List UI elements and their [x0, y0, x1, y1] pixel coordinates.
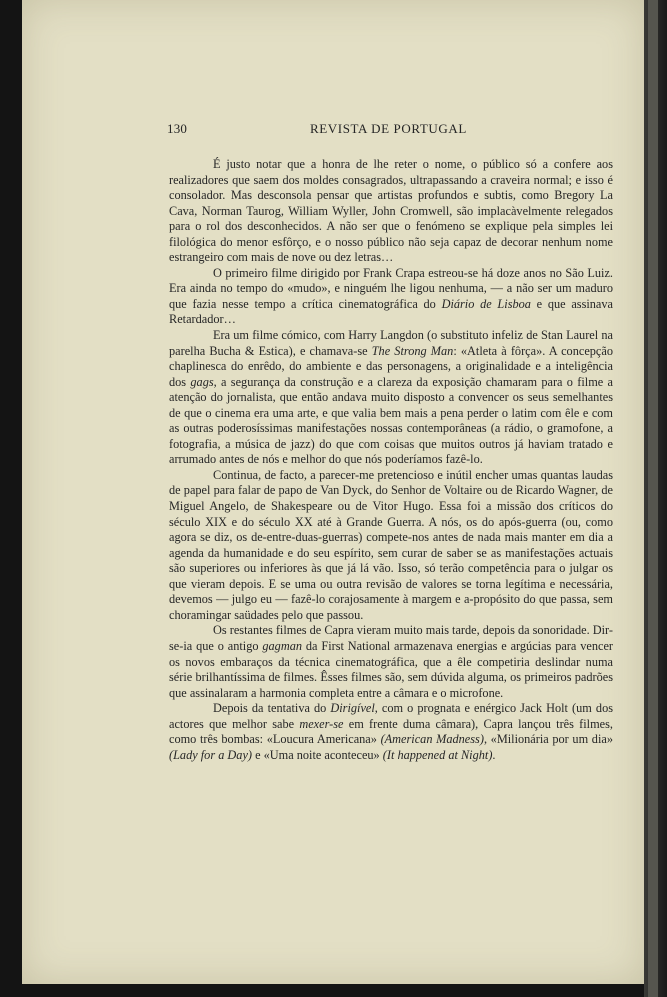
running-title: REVISTA DE PORTUGAL [310, 121, 467, 136]
paragraph [169, 468, 613, 623]
italic-term: mexer-se [299, 716, 344, 731]
text-run: : «Atleta à fôrça». A concepção chaplinesca do enrêdo, do ambiente e das personagens, a originalidade e a inteligência dos [169, 343, 613, 389]
text-run: , com o prognata e enérgico Jack Holt (um dos actores que melhor sabe [169, 701, 614, 731]
book-page [22, 0, 644, 984]
paragraph [169, 328, 613, 468]
text-run: Continua, de facto, a parecer-me pretencioso e inútil encher umas quantas laudas de papel para falar de papo de Van Dyck, do Senhor de Voltaire ou de Ricardo Wagner, de Miguel Angelo, de Shakespeare ou de Vitor Hugo. Essa foi a missão dos críticos do século XIX e do século XX até à Grande Guerra. A nós, os do após-guerra (ou, como agora se diz, os de-entre-duas-guerras) compete-nos antes de nada mais manter em dia a agenda da humanidade e do seu espírito, sem curar de saber se as manifestações actuais são superiores ou inferiores às que já lá vão. Isso, só terão competência para o julgar os que vieram depois. E se uma ou outra revisão de valores se torna legítima e necessária, devemos — julgo eu — fazê-lo corajosamente à margem e a-propósito do que passa, sem choramingar saüdades pelo que passou. [169, 467, 613, 622]
text-run: Era um filme cómico, com Harry Langdon (o substituto infeliz de Stan Laurel na parelha Bucha & Estica), e chamava-se [169, 328, 613, 358]
text-run: O primeiro filme dirigido por Frank Crapa estreou-se há doze anos no São Luiz. Era ainda no tempo do «mudo», e ninguém lhe ligou nenhuma, — a não ser um maduro que fazia nesse tempo a crítica cinematográfica do [169, 265, 613, 311]
text-run: É justo notar que a honra de lhe reter o nome, o público só a confere aos realizadores que saem dos moldes consagrados, ultrapassando a craveira normal; e isso é consolador. Mas desconsola pensar que artistas profundos e subtis, como Bregory La Cava, Norman Taurog, William Wyller, John Cromwell, são implacàvelmente relegados para o rol dos desconhecidos. A não ser que o fenómeno se explique pela simples lei filológica do menor esfôrço, e o nosso público não seja capaz de decorar nenhum nome estrangeiro com mais de nove ou dez letras… [169, 157, 613, 265]
italic-title: Diário de Lisboa [441, 296, 531, 311]
italic-term: gags [190, 374, 214, 389]
text-run: , a segurança da construção e a clareza da exposição chamaram para o filme a atenção do jornalista, que então andava muito disposto a convencer os seus semelhantes de que o cinema era uma arte, e que valia bem mais a pena perder o latim com êle e com as outras poderosíssimas manifestações nossas contemporâneas (a rádio, o gramofone, a fotografia, a música de jazz) do que com coisas que muitos outros já haviam tratado e arrumado antes de nós e melhor do que nós poderíamos fazê-lo. [169, 374, 613, 467]
text-run: da First National armazenava energias e argúcias para vencer os novos embaraços da técnica cinematográfica, que a êle competiria deslindar numa série brilhantíssima de filmes. Êsses filmes são, sem dúvida alguma, os primeiros padrões que assinalaram a harmonia completa entre a câmara e o microfone. [169, 638, 613, 700]
page-number: 130 [167, 121, 188, 136]
text-run: e que assinava Retardador… [169, 296, 613, 327]
text-run: , «Milionária por um dia» [483, 732, 613, 747]
text-run: Depois da tentativa do [213, 701, 331, 716]
text-run: e «Uma noite aconteceu» [252, 747, 383, 762]
adjacent-page-edge [644, 0, 667, 997]
italic-title: Dirigível [330, 701, 375, 716]
paragraph [169, 701, 613, 763]
italic-title: (Lady for a Day) [169, 747, 252, 762]
running-header [22, 121, 644, 139]
italic-title: The Strong Man [371, 343, 454, 358]
italic-title: (It happened at Night) [382, 747, 493, 762]
paragraph [169, 266, 613, 328]
text-run: Os restantes filmes de Capra vieram muito mais tarde, depois da sonoridade. Dir-se-ia que o antigo [169, 623, 613, 653]
text-run: em frente duma câmara), Capra lançou três filmes, como três bombas: «Loucura Americana» [169, 716, 613, 747]
paragraph [169, 157, 613, 266]
italic-term: gagman [262, 638, 302, 653]
paragraph [169, 623, 613, 701]
text-run: . [492, 747, 496, 762]
article-body [169, 157, 613, 763]
italic-title: (American Madness) [380, 732, 484, 747]
